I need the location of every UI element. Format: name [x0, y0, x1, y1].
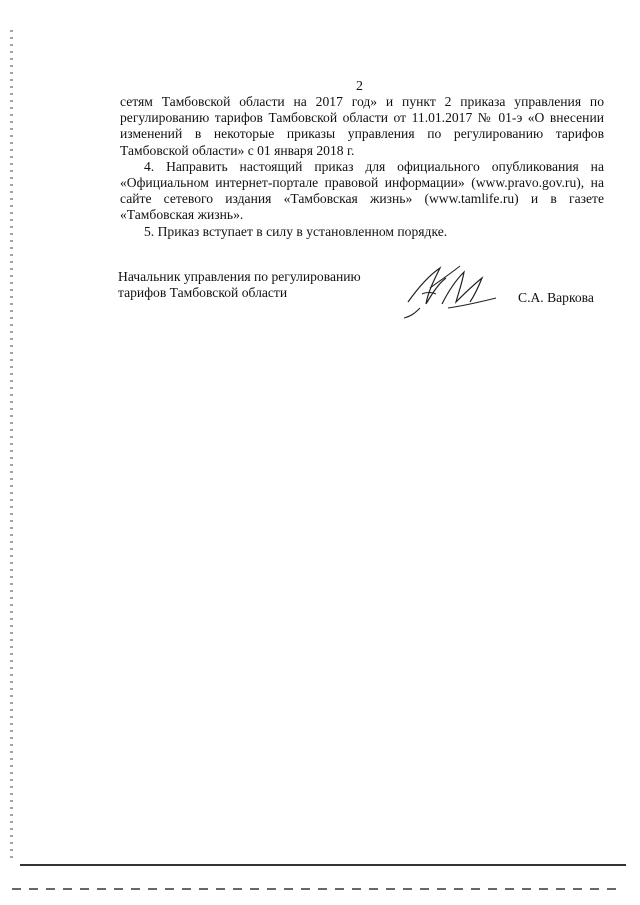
bottom-rule [20, 864, 626, 866]
scan-bottom-artifact [12, 888, 616, 890]
document-body [120, 94, 604, 240]
paragraph-item-5: 5. Приказ вступает в силу в установленном порядке. [144, 223, 448, 239]
paragraph-continuation: сетям Тамбовской области на 2017 год» и пункт 2 приказа управления по регулированию тарифов Тамбовской области от 11.01.2017 № 01-э «О внесении изменений в некоторые приказы управления по регулированию тарифов Тамбовской области» с 01 января 2018 г. [120, 94, 604, 158]
scan-edge-artifact [10, 30, 13, 860]
page-number: 2 [356, 79, 363, 94]
signatory-position-line: Начальник управления по регулированию [118, 269, 361, 284]
signatory-position-line: тарифов Тамбовской области [118, 284, 288, 300]
signatory-name: С.А. Варкова [518, 290, 594, 305]
paragraph-item-4: 4. Направить настоящий приказ для официального опубликования на «Официальном интернет-портале правовой информации» (www.pravo.gov.ru), на сайте сетевого издания «Тамбовская жизнь» (www.tamlife.ru) и в газете «Тамбовская жизнь». [120, 158, 604, 223]
signatory-position [118, 269, 398, 300]
handwritten-signature [398, 258, 502, 324]
